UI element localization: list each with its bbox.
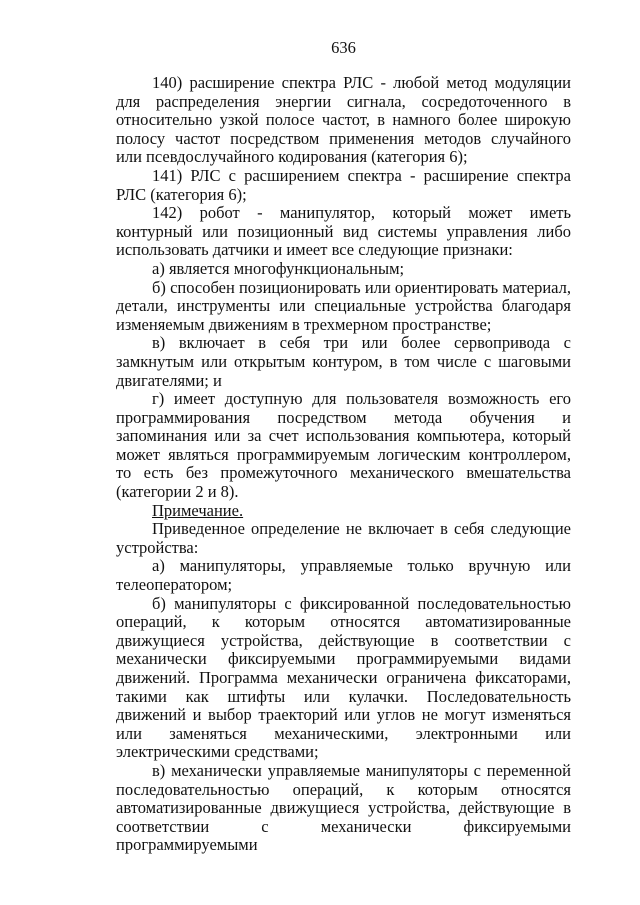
- note-item-v: в) механически управляемые манипуляторы с переменной последовательностью операций, к которым относятся автоматизированные движущиеся устройства, действующие в соответствии с механически фиксируемыми программируемыми: [116, 760, 571, 855]
- note-title: Примечание.: [152, 500, 244, 520]
- definition-141: 141) РЛС с расширением спектра - расширение спектра РЛС (категория 6);: [116, 165, 571, 204]
- note-intro: Приведенное определение не включает в себя следующие устройства:: [116, 519, 571, 557]
- document-body: [116, 74, 571, 855]
- feature-a: а) является многофункциональным;: [152, 258, 405, 278]
- note-item-b: б) манипуляторы с фиксированной последовательностью операций, к которым относятся автоматизированные движущиеся устройства, действующие в соответствии с механически фиксируемыми программируемыми видами движений. Программа механически ограничена фиксаторами, такими как штифты или кулачки. Последовательность движений и выбор траекторий или углов не могут изменяться или заменяться механическими, электронными или электрическими средствами;: [116, 593, 571, 762]
- page-number: 636: [331, 38, 356, 57]
- note-item-a: а) манипуляторы, управляемые только вручную или телеоператором;: [116, 556, 571, 595]
- definition-140: 140) расширение спектра РЛС - любой метод модуляции для распределения энергии сигнала, сосредоточенного в относительно узкой полосе частот, в намного более широкую полосу частот посредством применения методов случайного или псевдослучайного кодирования (категория 6);: [116, 73, 571, 167]
- feature-b: б) способен позиционировать или ориентировать материал, детали, инструменты или специальные устройства благодаря изменяемым движениям в трехмерном пространстве;: [116, 277, 571, 334]
- feature-v: в) включает в себя три или более сервопривода с замкнутым или открытым контуром, в том числе с шаговыми двигателями; и: [116, 333, 571, 390]
- definition-142: 142) робот - манипулятор, который может иметь контурный или позиционный вид системы управления либо использовать датчики и имеет все следующие признаки:: [116, 203, 571, 260]
- feature-g: г) имеет доступную для пользователя возможность его программирования посредством метода обучения и запоминания или за счет использования компьютера, который может являться программируемым логическим контроллером, то есть без промежуточного механического вмешательства (категории 2 и 8).: [116, 389, 571, 502]
